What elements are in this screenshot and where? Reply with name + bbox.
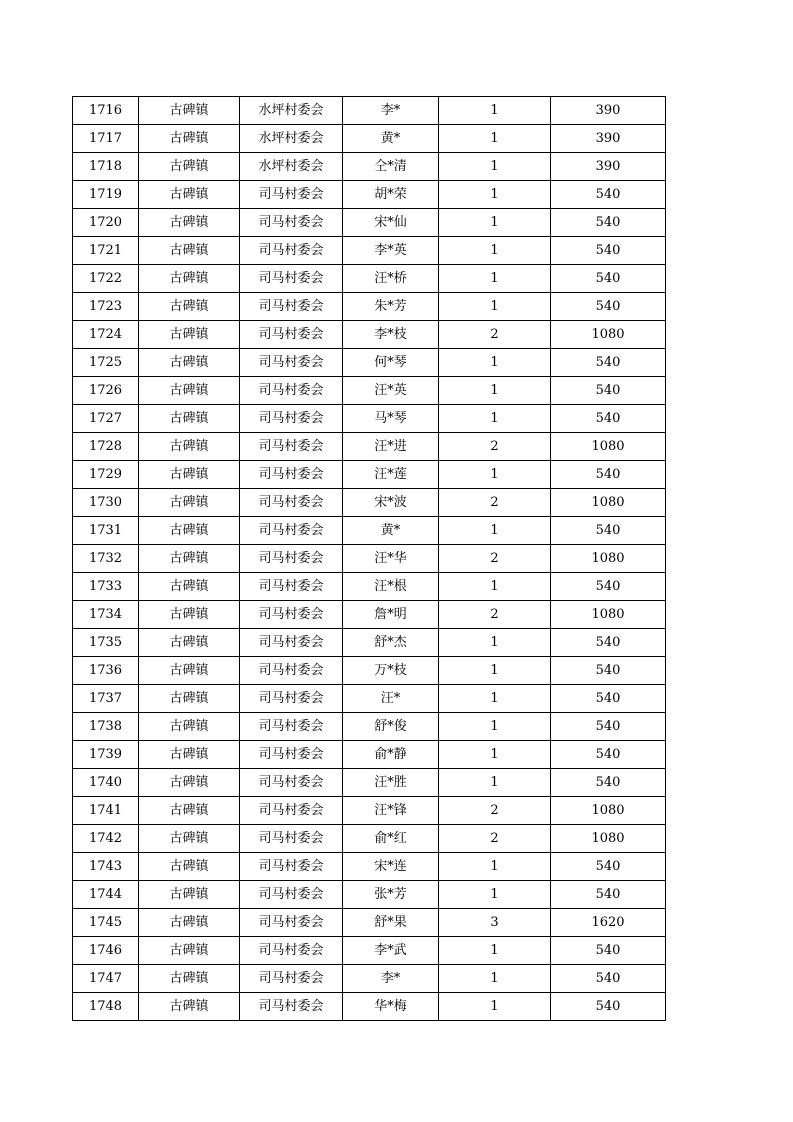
table-row xyxy=(73,461,666,489)
name-cell: 汪*胜 xyxy=(343,769,439,797)
name-cell: 宋*波 xyxy=(343,489,439,517)
amount-cell: 540 xyxy=(551,993,666,1021)
village-committee-cell: 司马村委会 xyxy=(240,405,343,433)
count-cell: 1 xyxy=(439,685,551,713)
amount-cell: 390 xyxy=(551,97,666,125)
village-committee-cell: 司马村委会 xyxy=(240,629,343,657)
amount-cell: 1080 xyxy=(551,601,666,629)
town-cell: 古碑镇 xyxy=(139,713,240,741)
village-committee-cell: 司马村委会 xyxy=(240,657,343,685)
amount-cell: 540 xyxy=(551,209,666,237)
town-cell: 古碑镇 xyxy=(139,545,240,573)
count-cell: 1 xyxy=(439,181,551,209)
town-cell: 古碑镇 xyxy=(139,349,240,377)
village-committee-cell: 司马村委会 xyxy=(240,293,343,321)
amount-cell: 540 xyxy=(551,685,666,713)
amount-cell: 540 xyxy=(551,853,666,881)
amount-cell: 540 xyxy=(551,265,666,293)
count-cell: 1 xyxy=(439,853,551,881)
village-committee-cell: 司马村委会 xyxy=(240,825,343,853)
amount-cell: 540 xyxy=(551,349,666,377)
name-cell: 汪*莲 xyxy=(343,461,439,489)
count-cell: 1 xyxy=(439,349,551,377)
village-committee-cell: 司马村委会 xyxy=(240,601,343,629)
name-cell: 宋*仙 xyxy=(343,209,439,237)
row-number-cell: 1747 xyxy=(73,965,139,993)
village-committee-cell: 司马村委会 xyxy=(240,741,343,769)
row-number-cell: 1734 xyxy=(73,601,139,629)
town-cell: 古碑镇 xyxy=(139,573,240,601)
town-cell: 古碑镇 xyxy=(139,685,240,713)
count-cell: 1 xyxy=(439,769,551,797)
table-row xyxy=(73,993,666,1021)
name-cell: 黄* xyxy=(343,517,439,545)
count-cell: 1 xyxy=(439,265,551,293)
town-cell: 古碑镇 xyxy=(139,209,240,237)
village-committee-cell: 司马村委会 xyxy=(240,797,343,825)
table-row xyxy=(73,825,666,853)
table-row xyxy=(73,909,666,937)
table-row xyxy=(73,601,666,629)
row-number-cell: 1740 xyxy=(73,769,139,797)
table-row xyxy=(73,209,666,237)
town-cell: 古碑镇 xyxy=(139,489,240,517)
amount-cell: 540 xyxy=(551,405,666,433)
amount-cell: 390 xyxy=(551,125,666,153)
count-cell: 2 xyxy=(439,601,551,629)
town-cell: 古碑镇 xyxy=(139,153,240,181)
count-cell: 1 xyxy=(439,377,551,405)
town-cell: 古碑镇 xyxy=(139,741,240,769)
name-cell: 朱*芳 xyxy=(343,293,439,321)
village-committee-cell: 司马村委会 xyxy=(240,349,343,377)
row-number-cell: 1720 xyxy=(73,209,139,237)
amount-cell: 1080 xyxy=(551,545,666,573)
name-cell: 李*英 xyxy=(343,237,439,265)
count-cell: 2 xyxy=(439,545,551,573)
town-cell: 古碑镇 xyxy=(139,377,240,405)
amount-cell: 540 xyxy=(551,713,666,741)
name-cell: 仝*清 xyxy=(343,153,439,181)
village-committee-cell: 司马村委会 xyxy=(240,265,343,293)
table-row xyxy=(73,125,666,153)
count-cell: 1 xyxy=(439,153,551,181)
count-cell: 1 xyxy=(439,293,551,321)
count-cell: 2 xyxy=(439,797,551,825)
village-committee-cell: 司马村委会 xyxy=(240,517,343,545)
table-row xyxy=(73,937,666,965)
table-row xyxy=(73,769,666,797)
data-table xyxy=(72,96,666,1021)
town-cell: 古碑镇 xyxy=(139,825,240,853)
name-cell: 舒*果 xyxy=(343,909,439,937)
name-cell: 何*琴 xyxy=(343,349,439,377)
amount-cell: 540 xyxy=(551,181,666,209)
town-cell: 古碑镇 xyxy=(139,237,240,265)
table-row xyxy=(73,881,666,909)
town-cell: 古碑镇 xyxy=(139,797,240,825)
table-row xyxy=(73,685,666,713)
name-cell: 胡*荣 xyxy=(343,181,439,209)
amount-cell: 540 xyxy=(551,293,666,321)
town-cell: 古碑镇 xyxy=(139,909,240,937)
table-row xyxy=(73,97,666,125)
town-cell: 古碑镇 xyxy=(139,965,240,993)
village-committee-cell: 司马村委会 xyxy=(240,377,343,405)
village-committee-cell: 司马村委会 xyxy=(240,209,343,237)
count-cell: 1 xyxy=(439,657,551,685)
row-number-cell: 1731 xyxy=(73,517,139,545)
town-cell: 古碑镇 xyxy=(139,405,240,433)
row-number-cell: 1725 xyxy=(73,349,139,377)
row-number-cell: 1723 xyxy=(73,293,139,321)
table-row xyxy=(73,349,666,377)
count-cell: 1 xyxy=(439,209,551,237)
amount-cell: 540 xyxy=(551,769,666,797)
village-committee-cell: 司马村委会 xyxy=(240,321,343,349)
amount-cell: 540 xyxy=(551,629,666,657)
table-row xyxy=(73,545,666,573)
village-committee-cell: 水坪村委会 xyxy=(240,153,343,181)
table-row xyxy=(73,293,666,321)
amount-cell: 540 xyxy=(551,741,666,769)
name-cell: 俞*静 xyxy=(343,741,439,769)
row-number-cell: 1718 xyxy=(73,153,139,181)
amount-cell: 540 xyxy=(551,657,666,685)
town-cell: 古碑镇 xyxy=(139,433,240,461)
town-cell: 古碑镇 xyxy=(139,769,240,797)
amount-cell: 540 xyxy=(551,573,666,601)
table-row xyxy=(73,321,666,349)
row-number-cell: 1746 xyxy=(73,937,139,965)
count-cell: 1 xyxy=(439,125,551,153)
row-number-cell: 1735 xyxy=(73,629,139,657)
name-cell: 詹*明 xyxy=(343,601,439,629)
town-cell: 古碑镇 xyxy=(139,321,240,349)
name-cell: 汪* xyxy=(343,685,439,713)
amount-cell: 540 xyxy=(551,965,666,993)
row-number-cell: 1728 xyxy=(73,433,139,461)
name-cell: 李*枝 xyxy=(343,321,439,349)
town-cell: 古碑镇 xyxy=(139,853,240,881)
amount-cell: 540 xyxy=(551,377,666,405)
count-cell: 2 xyxy=(439,433,551,461)
row-number-cell: 1748 xyxy=(73,993,139,1021)
count-cell: 1 xyxy=(439,517,551,545)
name-cell: 汪*锋 xyxy=(343,797,439,825)
row-number-cell: 1736 xyxy=(73,657,139,685)
amount-cell: 540 xyxy=(551,461,666,489)
name-cell: 万*枝 xyxy=(343,657,439,685)
town-cell: 古碑镇 xyxy=(139,993,240,1021)
row-number-cell: 1732 xyxy=(73,545,139,573)
name-cell: 汪*桥 xyxy=(343,265,439,293)
name-cell: 汪*根 xyxy=(343,573,439,601)
table-row xyxy=(73,489,666,517)
count-cell: 1 xyxy=(439,573,551,601)
table-row xyxy=(73,237,666,265)
village-committee-cell: 司马村委会 xyxy=(240,769,343,797)
amount-cell: 1080 xyxy=(551,321,666,349)
village-committee-cell: 司马村委会 xyxy=(240,881,343,909)
count-cell: 1 xyxy=(439,881,551,909)
count-cell: 1 xyxy=(439,629,551,657)
row-number-cell: 1737 xyxy=(73,685,139,713)
name-cell: 宋*连 xyxy=(343,853,439,881)
name-cell: 汪*华 xyxy=(343,545,439,573)
town-cell: 古碑镇 xyxy=(139,937,240,965)
row-number-cell: 1744 xyxy=(73,881,139,909)
row-number-cell: 1733 xyxy=(73,573,139,601)
row-number-cell: 1743 xyxy=(73,853,139,881)
village-committee-cell: 司马村委会 xyxy=(240,685,343,713)
amount-cell: 1620 xyxy=(551,909,666,937)
name-cell: 李* xyxy=(343,965,439,993)
amount-cell: 1080 xyxy=(551,797,666,825)
town-cell: 古碑镇 xyxy=(139,881,240,909)
name-cell: 黄* xyxy=(343,125,439,153)
amount-cell: 1080 xyxy=(551,489,666,517)
village-committee-cell: 司马村委会 xyxy=(240,965,343,993)
table-row xyxy=(73,517,666,545)
name-cell: 马*琴 xyxy=(343,405,439,433)
town-cell: 古碑镇 xyxy=(139,293,240,321)
town-cell: 古碑镇 xyxy=(139,461,240,489)
town-cell: 古碑镇 xyxy=(139,265,240,293)
row-number-cell: 1730 xyxy=(73,489,139,517)
count-cell: 1 xyxy=(439,237,551,265)
row-number-cell: 1719 xyxy=(73,181,139,209)
village-committee-cell: 水坪村委会 xyxy=(240,125,343,153)
village-committee-cell: 司马村委会 xyxy=(240,853,343,881)
name-cell: 舒*杰 xyxy=(343,629,439,657)
count-cell: 1 xyxy=(439,937,551,965)
town-cell: 古碑镇 xyxy=(139,629,240,657)
table-row xyxy=(73,265,666,293)
village-committee-cell: 司马村委会 xyxy=(240,433,343,461)
amount-cell: 390 xyxy=(551,153,666,181)
village-committee-cell: 司马村委会 xyxy=(240,461,343,489)
count-cell: 1 xyxy=(439,405,551,433)
village-committee-cell: 司马村委会 xyxy=(240,237,343,265)
amount-cell: 540 xyxy=(551,937,666,965)
amount-cell: 540 xyxy=(551,237,666,265)
table-row xyxy=(73,405,666,433)
table-row xyxy=(73,629,666,657)
table-row xyxy=(73,657,666,685)
amount-cell: 540 xyxy=(551,881,666,909)
table-row xyxy=(73,181,666,209)
count-cell: 1 xyxy=(439,965,551,993)
row-number-cell: 1729 xyxy=(73,461,139,489)
row-number-cell: 1724 xyxy=(73,321,139,349)
count-cell: 1 xyxy=(439,461,551,489)
name-cell: 华*梅 xyxy=(343,993,439,1021)
town-cell: 古碑镇 xyxy=(139,125,240,153)
amount-cell: 1080 xyxy=(551,433,666,461)
name-cell: 舒*俊 xyxy=(343,713,439,741)
amount-cell: 1080 xyxy=(551,825,666,853)
table-row xyxy=(73,153,666,181)
count-cell: 2 xyxy=(439,321,551,349)
table-row xyxy=(73,433,666,461)
village-committee-cell: 司马村委会 xyxy=(240,545,343,573)
table-row xyxy=(73,573,666,601)
amount-cell: 540 xyxy=(551,517,666,545)
table-row xyxy=(73,741,666,769)
table-body xyxy=(73,97,666,1021)
village-committee-cell: 司马村委会 xyxy=(240,489,343,517)
town-cell: 古碑镇 xyxy=(139,517,240,545)
name-cell: 汪*进 xyxy=(343,433,439,461)
name-cell: 汪*英 xyxy=(343,377,439,405)
town-cell: 古碑镇 xyxy=(139,601,240,629)
row-number-cell: 1742 xyxy=(73,825,139,853)
count-cell: 2 xyxy=(439,489,551,517)
name-cell: 俞*红 xyxy=(343,825,439,853)
village-committee-cell: 司马村委会 xyxy=(240,181,343,209)
table-row xyxy=(73,853,666,881)
village-committee-cell: 水坪村委会 xyxy=(240,97,343,125)
count-cell: 1 xyxy=(439,97,551,125)
row-number-cell: 1739 xyxy=(73,741,139,769)
row-number-cell: 1722 xyxy=(73,265,139,293)
row-number-cell: 1741 xyxy=(73,797,139,825)
row-number-cell: 1726 xyxy=(73,377,139,405)
town-cell: 古碑镇 xyxy=(139,657,240,685)
town-cell: 古碑镇 xyxy=(139,181,240,209)
table-row xyxy=(73,797,666,825)
village-committee-cell: 司马村委会 xyxy=(240,573,343,601)
name-cell: 张*芳 xyxy=(343,881,439,909)
village-committee-cell: 司马村委会 xyxy=(240,937,343,965)
row-number-cell: 1738 xyxy=(73,713,139,741)
name-cell: 李* xyxy=(343,97,439,125)
table-row xyxy=(73,713,666,741)
count-cell: 1 xyxy=(439,741,551,769)
count-cell: 2 xyxy=(439,825,551,853)
count-cell: 1 xyxy=(439,993,551,1021)
town-cell: 古碑镇 xyxy=(139,97,240,125)
row-number-cell: 1745 xyxy=(73,909,139,937)
table-row xyxy=(73,377,666,405)
table-row xyxy=(73,965,666,993)
count-cell: 1 xyxy=(439,713,551,741)
village-committee-cell: 司马村委会 xyxy=(240,993,343,1021)
row-number-cell: 1716 xyxy=(73,97,139,125)
name-cell: 李*武 xyxy=(343,937,439,965)
village-committee-cell: 司马村委会 xyxy=(240,909,343,937)
row-number-cell: 1721 xyxy=(73,237,139,265)
count-cell: 3 xyxy=(439,909,551,937)
row-number-cell: 1727 xyxy=(73,405,139,433)
row-number-cell: 1717 xyxy=(73,125,139,153)
village-committee-cell: 司马村委会 xyxy=(240,713,343,741)
